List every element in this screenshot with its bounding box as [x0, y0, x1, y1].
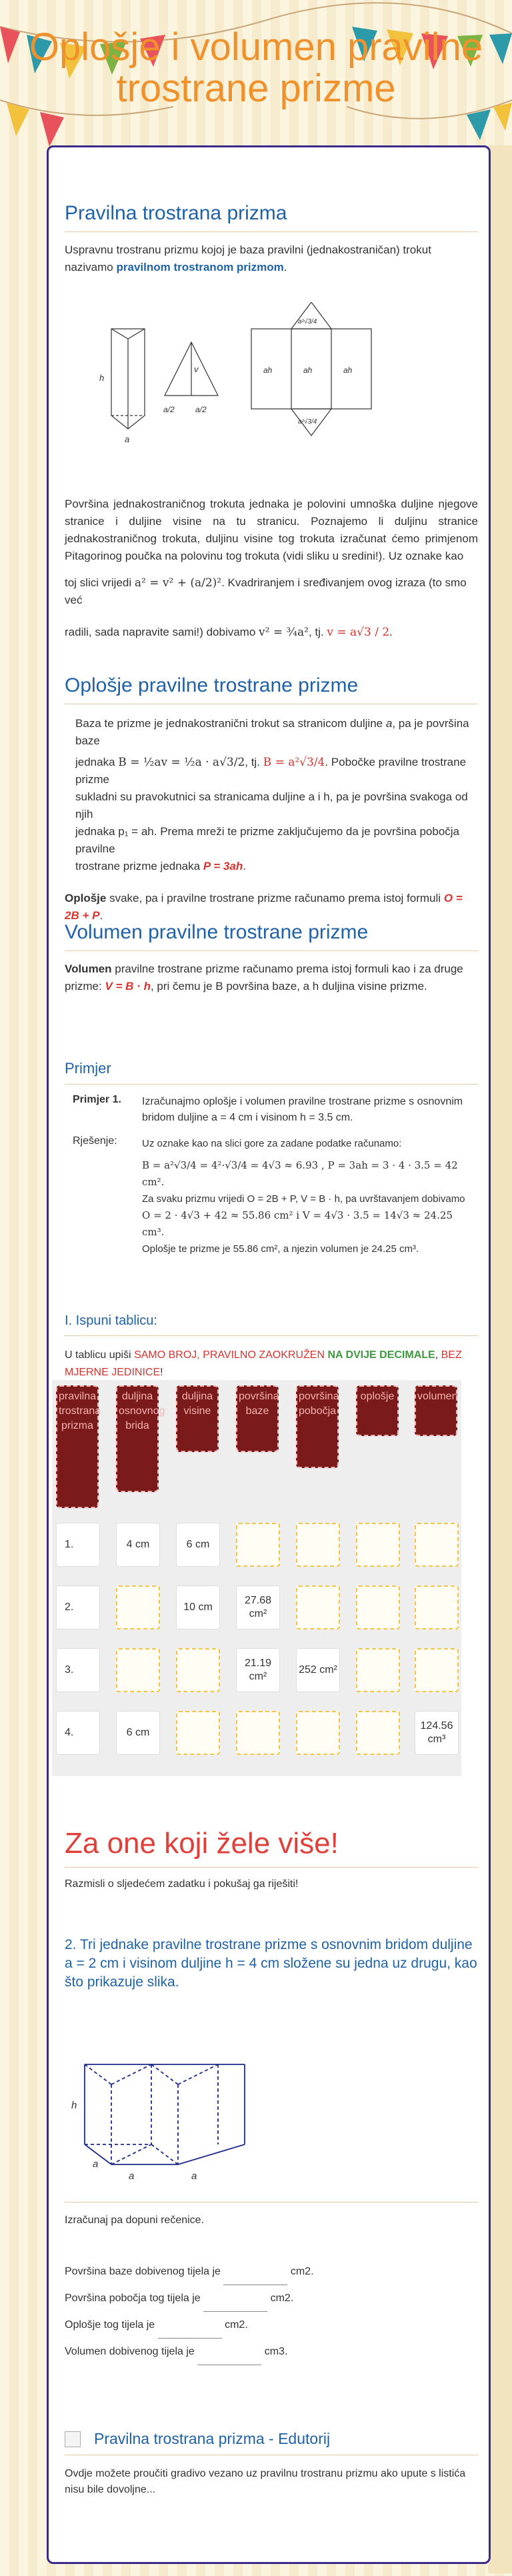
text: . Kvadriranjem i sređivanjem ovog izraza (to smo već: [65, 576, 467, 606]
section2-title: Oplošje pravilne trostrane prizme: [65, 674, 359, 696]
text: NA DVIJE DECIMALE: [327, 1349, 435, 1361]
divider: [65, 1084, 478, 1085]
link-header: [65, 2430, 478, 2448]
table-cell: 124.56 cm³: [415, 1711, 459, 1755]
text: pravilne trostrane prizme računamo prema istoj formuli kao i za druge prizme:: [65, 962, 463, 993]
base-area-formula: B = a²√3/4: [263, 756, 325, 769]
s2-surface-line: Oplošje svake, pa i pravilne trostrane prizme računamo prema istoj formuli O = 2B + P.: [65, 892, 463, 922]
answer-input[interactable]: [116, 1648, 160, 1692]
edutorij-link[interactable]: Pravilna trostrana prizma - Edutorij: [94, 2430, 331, 2447]
answer-input[interactable]: [296, 1523, 340, 1567]
header-cell: oplošje: [356, 1385, 399, 1436]
link-description: Ovdje možete proučiti gradivo vezano uz pravilnu trostranu prizmu ako upute s listića nisu bile dovoljne...: [65, 2468, 466, 2495]
row-label: 1.: [56, 1523, 100, 1567]
table-cell: 6 cm: [116, 1711, 160, 1755]
extra-instruction: Izračunaj pa dopuni rečenice.: [65, 2214, 205, 2226]
text: cm2.: [270, 2293, 294, 2304]
formula: a² = v² + (a/2)²: [134, 576, 222, 590]
formula: v² = ¾a²: [259, 626, 309, 639]
text: jednaka: [75, 756, 115, 768]
question-line: [65, 2259, 478, 2285]
header-cell: površina pobočja: [296, 1385, 339, 1468]
s2-line5: trostrane prizme jednaka P = 3ah.: [75, 860, 246, 872]
section1-intro: Uspravnu trostranu prizmu kojoj je baza pravilni (jednakostraničan) trokut nazivamo pravilnom trostranom prizmom.: [65, 243, 431, 273]
table-cell: 27.68 cm²: [236, 1585, 280, 1630]
task1-title: I. Ispuni tablicu:: [65, 1313, 157, 1328]
table-cell: 252 cm²: [296, 1648, 340, 1692]
text: ,: [435, 1349, 439, 1361]
row-label: 3.: [56, 1648, 100, 1692]
text: !: [160, 1367, 163, 1378]
solution-line: O = 2 · 4√3 + 42 ≈ 55.86 cm² i V = 4√3 · 3.5 = 14√3 ≈ 24.25 cm³.: [142, 1209, 453, 1238]
label-half1: a/2: [163, 405, 175, 414]
net-top-area: a²√3/4: [298, 318, 317, 326]
example-task: Izračunajmo oplošje i volumen pravilne trostrane prizme s osnovnim bridom duljine a = 4 cm i visinom h = 3.5 cm.: [142, 1096, 463, 1123]
surface-formula: O = 2B + P: [65, 892, 463, 922]
fig-label-a: a: [191, 2170, 197, 2182]
bold-term: Volumen: [65, 962, 112, 975]
s3-paragraph: [65, 960, 478, 995]
text: SAMO BROJ, PRAVILNO ZAOKRUŽEN: [134, 1349, 325, 1361]
section1-formula-line: [65, 574, 478, 609]
question-line: [65, 2339, 478, 2365]
extra-title: Za one koji žele više!: [65, 1827, 339, 1860]
section-surface-area: [65, 674, 478, 924]
answer-input[interactable]: [415, 1648, 459, 1692]
prism-figures: [65, 302, 398, 469]
solution-line: Za svaku prizmu vrijedi O = 2B + P, V = B · h, pa uvrštavanjem dobivamo: [142, 1193, 465, 1205]
section1-paragraph: Površina jednakostraničnog trokuta jednaka je polovini umnoška duljine njegove stranice i duljine visine na tu stranicu. Poznajemo li duljinu stranice jednakostraničnog trokuta, duljinu visine tog trokuta izračunat ćemo primjenom Pitagorinog poučka na polovinu tog trokuta (vidi sliku u sredini!). Uz oznake kao: [65, 498, 478, 562]
lateral-area-formula: P = 3ah: [203, 860, 243, 872]
section-extra: [65, 1827, 478, 1992]
answer-blank[interactable]: [197, 2353, 261, 2365]
extra-questions: [65, 2202, 478, 2365]
text: toj slici vrijedi: [65, 576, 132, 589]
answer-blank[interactable]: [158, 2326, 222, 2339]
triangle-drawing-icon: [165, 342, 218, 396]
bold-term: Oplošje: [65, 892, 107, 904]
divider: [65, 950, 478, 951]
section3-title: Volumen pravilne trostrane prizme: [65, 921, 369, 943]
solution-label: Rješenje:: [73, 1135, 117, 1147]
answer-input[interactable]: [415, 1523, 459, 1567]
answer-input[interactable]: [356, 1711, 400, 1755]
answer-blank[interactable]: [203, 2299, 267, 2312]
net-ah3: ah: [343, 366, 353, 375]
header-cell: duljina osnovnog brida: [116, 1385, 159, 1492]
header-cell: pravilna trostrana prizma: [56, 1385, 99, 1508]
label-h: h: [99, 373, 105, 383]
solution-line: Oplošje te prizme je 55.86 cm², a njezin volumen je 24.25 cm³.: [142, 1243, 419, 1255]
fig-label-h: h: [71, 2100, 77, 2111]
answer-input[interactable]: [176, 1648, 220, 1692]
text: svake, pa i pravilne trostrane prizme računamo prema istoj formuli: [109, 892, 441, 904]
answer-input[interactable]: [176, 1711, 220, 1755]
task2-text: 2. Tri jednake pravilne trostrane prizme s osnovnim bridom duljine a = 2 cm i visinom duljine h = 4 cm složene su jedna uz drugu, kao što prikazuje slika.: [65, 1937, 477, 1990]
text: , tj.: [245, 756, 260, 768]
row-label: 2.: [56, 1585, 100, 1630]
text: radili, sada napravite sami!) dobivamo: [65, 626, 256, 638]
answer-input[interactable]: [116, 1585, 160, 1630]
row-label: 4.: [56, 1711, 100, 1755]
divider: [65, 1867, 478, 1868]
height-formula: v = a√3 / 2: [327, 626, 390, 639]
text: , tj.: [308, 626, 324, 638]
text: trostrane prizme jednaka: [75, 860, 201, 872]
label-v: v: [194, 364, 199, 374]
formula: B = ½av = ½a · a√3/2: [118, 756, 245, 769]
header-cell: volumen: [415, 1385, 457, 1436]
answer-input[interactable]: [236, 1711, 280, 1755]
net-ah2: ah: [303, 366, 313, 375]
text: Baza te prizme je jednakostranični trokut sa stranicom duljine: [75, 717, 383, 730]
solution-line: Uz oznake kao na slici gore za zadane podatke računamo:: [142, 1138, 402, 1149]
text: , pa je površina baze: [75, 717, 469, 747]
text: cm3.: [264, 2346, 288, 2357]
s2-line4: jednaka p₁ = ah. Prema mreži te prizme zaključujemo da je površina pobočja pravilne: [75, 825, 459, 855]
table-cell: 21.19 cm²: [236, 1648, 280, 1692]
net-bottom-area: a²√3/4: [298, 418, 317, 426]
text: U tablicu upiši: [65, 1349, 131, 1361]
net-ah1: ah: [263, 366, 273, 375]
three-prisms-figure: [65, 2024, 265, 2184]
header-cell: duljina visine: [176, 1385, 219, 1452]
example-label: Primjer 1.: [73, 1094, 121, 1105]
answer-table: [52, 1380, 461, 1776]
answer-input[interactable]: [296, 1585, 340, 1630]
answer-input[interactable]: [236, 1523, 280, 1567]
text: Oplošje tog tijela je: [65, 2319, 155, 2331]
s2-line1: Baza te prizme je jednakostranični trokut sa stranicom duljine a, pa je površina baze: [75, 717, 469, 747]
prisms-drawing-icon: [85, 2064, 245, 2164]
s2-line3: sukladni su pravokutnici sa stranicama duljine a i h, pa je površina svakoga od njih: [75, 790, 468, 820]
label-half2: a/2: [195, 405, 207, 414]
solution-body: [142, 1135, 478, 1257]
question-line: [65, 2312, 478, 2339]
section-regular-prism: [65, 202, 478, 276]
section1-text: [65, 496, 478, 641]
section-link: [65, 2430, 478, 2498]
section1-result-line: radili, sada napravite sami!) dobivamo v² = ¾a², tj. v = a√3 / 2.: [65, 626, 393, 639]
section1-title: Pravilna trostrana prizma: [65, 202, 287, 224]
prism-drawing-icon: [111, 329, 145, 429]
example-title: Primjer: [65, 1060, 111, 1077]
solution-line: B = a²√3/4 = 4²·√3/4 = 4√3 ≈ 6.93 , P = 3ah = 3 · 4 · 3.5 = 42 cm².: [142, 1159, 458, 1188]
divider: [65, 231, 478, 232]
page-title: Oplošje i volumen pravilne trostrane prizme: [29, 27, 483, 110]
text: cm2.: [225, 2319, 248, 2331]
text: Volumen dobivenog tijela je: [65, 2346, 195, 2357]
section-volume: [65, 921, 478, 995]
table-cell: 6 cm: [176, 1523, 220, 1567]
table-cell: 10 cm: [176, 1585, 220, 1630]
answer-blank[interactable]: [223, 2273, 287, 2285]
extra-subtitle: Razmisli o sljedećem zadatku i pokušaj ga riješiti!: [65, 1878, 299, 1890]
divider: [65, 1335, 478, 1336]
answer-input[interactable]: [356, 1585, 400, 1630]
task1-instruction: [65, 1347, 478, 1381]
table-cell: 4 cm: [116, 1523, 160, 1567]
section-table-task: [65, 1313, 478, 1381]
answer-input[interactable]: [356, 1523, 400, 1567]
question-line: [65, 2285, 478, 2312]
s2-line2: [75, 754, 478, 788]
answer-input[interactable]: [296, 1711, 340, 1755]
text: Površina baze dobivenog tijela je: [65, 2266, 221, 2277]
section-example: [65, 1060, 478, 1254]
fig-label-a: a: [129, 2170, 135, 2182]
text: BEZ MJERNE JEDINICE: [65, 1349, 462, 1378]
answer-input[interactable]: [356, 1648, 400, 1692]
volume-formula: V = B · h: [105, 980, 151, 993]
answer-input[interactable]: [415, 1585, 459, 1630]
intro-bold-term: pravilnom trostranom prizmom: [116, 261, 284, 273]
text: Površina pobočja tog tijela je: [65, 2293, 201, 2304]
header-cell: površina baze: [236, 1385, 279, 1452]
worksheet-card: [47, 145, 491, 2564]
text: . Pobočke pravilne trostrane prizme: [75, 756, 467, 786]
intro-text: Uspravnu trostranu prizmu kojoj je baza pravilni (jednakostraničan) trokut nazivamo: [65, 243, 431, 273]
fig-label-a: a: [93, 2158, 99, 2170]
text: cm2.: [290, 2266, 314, 2277]
label-a: a: [125, 434, 130, 444]
text: , pri čemu je B površina baze, a h duljina visine prizme.: [150, 980, 427, 993]
broken-image-icon: [65, 2431, 81, 2447]
right-margin-strip: [488, 145, 512, 2573]
